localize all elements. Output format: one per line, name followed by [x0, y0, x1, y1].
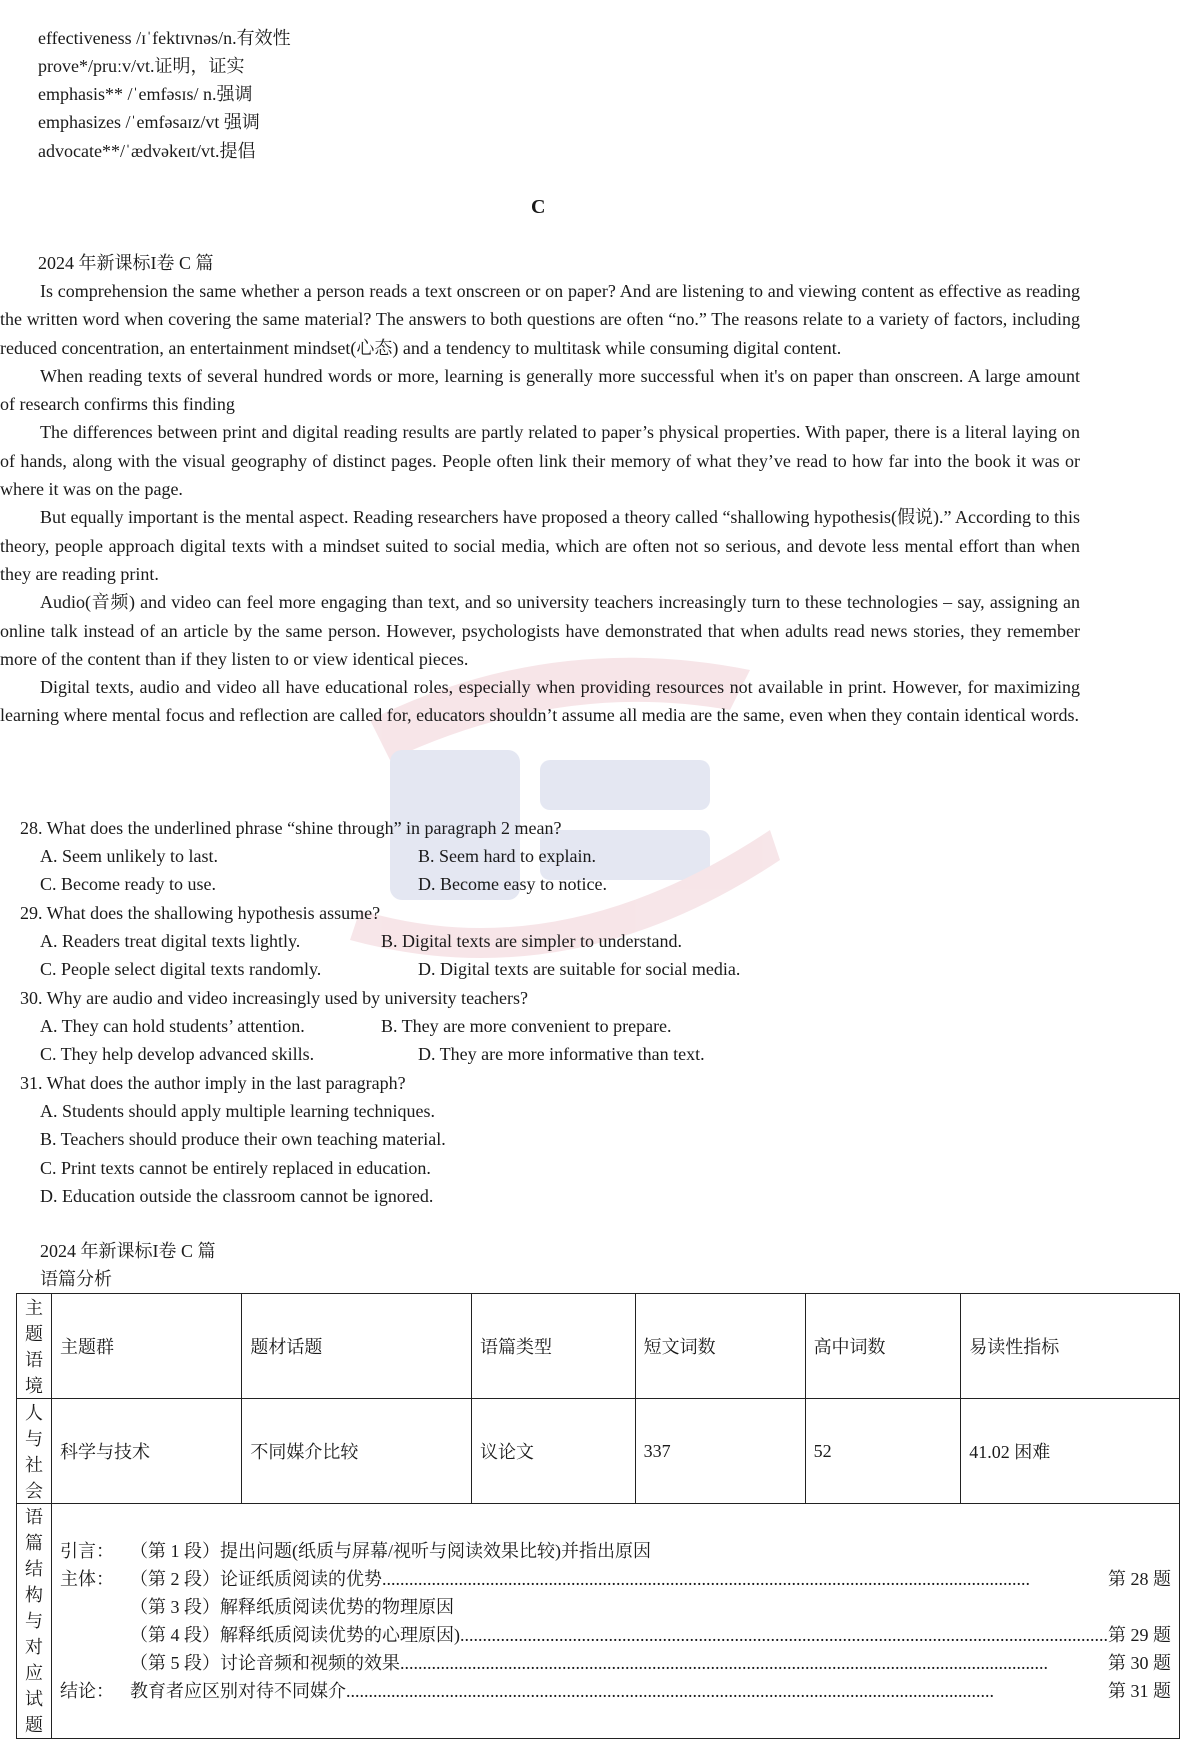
structure-line-lead	[60, 1593, 130, 1621]
structure-line	[60, 1565, 1171, 1593]
passage-paragraph: Is comprehension the same whether a person reads a text onscreen or on paper? And are listening to and viewing content as effective as reading the written word when covering the same material? The answers to both questions are often “no.” The reasons relate to a variety of factors, including reduced concentration, an entertainment mindset(心态) and a tendency to multitask while consuming digital content.	[0, 281, 1080, 358]
structure-line-text: （第 3 段）解释纸质阅读优势的物理原因	[130, 1597, 454, 1617]
table-cell: 议论文	[472, 1399, 636, 1504]
structure-line-question: 第 28 题	[1108, 1569, 1171, 1589]
structure-line-text: （第 1 段）提出问题(纸质与屏幕/视听与阅读效果比较)并指出原因	[130, 1541, 651, 1561]
structure-label-line: 对应试题	[25, 1637, 43, 1735]
question-28-option-c: C. Become ready to use.	[40, 874, 216, 894]
passage-paragraph: But equally important is the mental aspect. Reading researchers have proposed a theory called “shallowing hypothesis(假说).” According to this theory, people approach digital texts with a mindset suited to social media, which are often not so serious, and devote less mental effort than when they are reading print.	[0, 507, 1080, 584]
analysis-heading: 语篇分析	[40, 1269, 112, 1289]
vocab-line: effectiveness /ɪˈfektɪvnəs/n.有效性	[38, 28, 291, 48]
vocab-line: emphasis** /ˈemfəsɪs/ n.强调	[38, 84, 253, 104]
table-header-row	[17, 1294, 1180, 1399]
structure-line-lead: 主体：	[60, 1569, 114, 1589]
question-31-option-d: D. Education outside the classroom cannot be ignored.	[40, 1186, 434, 1206]
structure-line-text: （第 5 段）讨论音频和视频的效果	[130, 1653, 400, 1673]
question-29-option-a: A. Readers treat digital texts lightly.	[40, 931, 301, 951]
structure-line-lead	[60, 1649, 130, 1677]
leader-dots	[460, 1621, 1108, 1649]
section-heading: C	[531, 196, 546, 218]
structure-line	[60, 1593, 1171, 1621]
structure-label-cell	[17, 1504, 52, 1739]
question-30-stem: 30. Why are audio and video increasingly used by university teachers?	[20, 988, 529, 1008]
structure-line-question: 第 30 题	[1108, 1653, 1171, 1673]
question-28-option-a: A. Seem unlikely to last.	[40, 846, 218, 866]
question-29-option-c: C. People select digital texts randomly.	[40, 959, 322, 979]
question-30-option-d: D. They are more informative than text.	[418, 1044, 705, 1064]
structure-line-question: 第 29 题	[1108, 1625, 1171, 1645]
passage-paragraph: Digital texts, audio and video all have educational roles, especially when providing resources not available in print. However, for maximizing learning where mental focus and reflection are called for, educators shouldn’t assume all media are the same, even when they contain identical words.	[0, 677, 1080, 726]
structure-line-text: （第 4 段）解释纸质阅读优势的心理原因)	[130, 1625, 460, 1645]
leader-dots	[346, 1677, 1108, 1705]
table-header-cell: 高中词数	[805, 1294, 961, 1399]
question-31-option-c: C. Print texts cannot be entirely replaced in education.	[40, 1158, 431, 1178]
structure-label-line: 语篇结构	[25, 1507, 43, 1605]
structure-row	[17, 1504, 1180, 1739]
structure-content-cell	[52, 1504, 1180, 1739]
question-30-option-c: C. They help develop advanced skills.	[40, 1044, 315, 1064]
leader-dots	[400, 1649, 1108, 1677]
structure-line	[60, 1537, 1171, 1565]
table-header-cell: 主题群	[52, 1294, 242, 1399]
vocab-line: prove*/pruːv/vt.证明，证实	[38, 56, 245, 76]
table-cell: 337	[635, 1399, 805, 1504]
structure-line	[60, 1677, 1171, 1705]
vocab-line: advocate**/ˈædvəkeɪt/vt.提倡	[38, 141, 256, 161]
table-row	[17, 1399, 1180, 1504]
table-cell: 不同媒介比较	[242, 1399, 472, 1504]
passage-paragraph: The differences between print and digital reading results are partly related to paper’s physical properties. With paper, there is a literal laying on of hands, along with the visual geography of distinct pages. People often link their memory of what they’ve read to how far into the book it was or where it was on the page.	[0, 422, 1080, 500]
structure-line-question: 第 31 题	[1108, 1681, 1171, 1701]
structure-line-lead	[60, 1621, 130, 1649]
question-28-stem: 28. What does the underlined phrase “shine through” in paragraph 2 mean?	[20, 818, 562, 838]
structure-line-lead: 引言：	[60, 1541, 114, 1561]
question-30-option-a: A. They can hold students’ attention.	[40, 1016, 305, 1036]
analysis-table	[16, 1293, 1180, 1739]
question-29-option-d: D. Digital texts are suitable for social media.	[418, 959, 741, 979]
analysis-source-label: 2024 年新课标I卷 C 篇	[40, 1241, 216, 1261]
structure-line	[60, 1649, 1171, 1677]
passage	[0, 277, 1080, 730]
table-header-cell: 短文词数	[635, 1294, 805, 1399]
table-header-cell: 易读性指标	[961, 1294, 1180, 1399]
question-28-option-b: B. Seem hard to explain.	[418, 846, 596, 866]
passage-paragraph: Audio(音频) and video can feel more engaging than text, and so university teachers increasingly turn to these technologies – say, assigning an online talk instead of an article by the same person. However, psychologists have demonstrated that when adults read news stories, they remember more of the content than if they listen to or view identical pieces.	[0, 592, 1080, 669]
table-cell: 52	[805, 1399, 961, 1504]
structure-line-lead: 结论：	[60, 1681, 114, 1701]
structure-line	[60, 1621, 1171, 1649]
source-label: 2024 年新课标I卷 C 篇	[38, 253, 214, 273]
question-29-option-b: B. Digital texts are simpler to understand.	[381, 931, 682, 951]
table-header-cell: 主题语境	[17, 1294, 52, 1399]
question-30-option-b: B. They are more convenient to prepare.	[381, 1016, 672, 1036]
table-cell: 科学与技术	[52, 1399, 242, 1504]
structure-line-text: （第 2 段）论证纸质阅读的优势	[130, 1569, 382, 1589]
passage-paragraph: When reading texts of several hundred words or more, learning is generally more successful when it's on paper than onscreen. A large amount of research confirms this finding	[0, 365, 1080, 415]
leader-dots	[382, 1565, 1108, 1593]
table-header-cell: 题材话题	[242, 1294, 472, 1399]
structure-label-line: 与	[25, 1611, 43, 1631]
table-header-cell: 语篇类型	[472, 1294, 636, 1399]
vocab-line: emphasizes /ˈemfəsaɪz/vt 强调	[38, 112, 260, 132]
question-31-stem: 31. What does the author imply in the last paragraph?	[20, 1073, 406, 1093]
question-28-option-d: D. Become easy to notice.	[418, 874, 607, 894]
question-29-stem: 29. What does the shallowing hypothesis assume?	[20, 903, 381, 923]
structure-line-text: 教育者应区别对待不同媒介	[130, 1681, 346, 1701]
table-cell: 人与社会	[17, 1399, 52, 1504]
question-31-option-a: A. Students should apply multiple learning techniques.	[40, 1101, 435, 1121]
question-31-option-b: B. Teachers should produce their own teaching material.	[40, 1129, 446, 1149]
table-cell: 41.02 困难	[961, 1399, 1180, 1504]
